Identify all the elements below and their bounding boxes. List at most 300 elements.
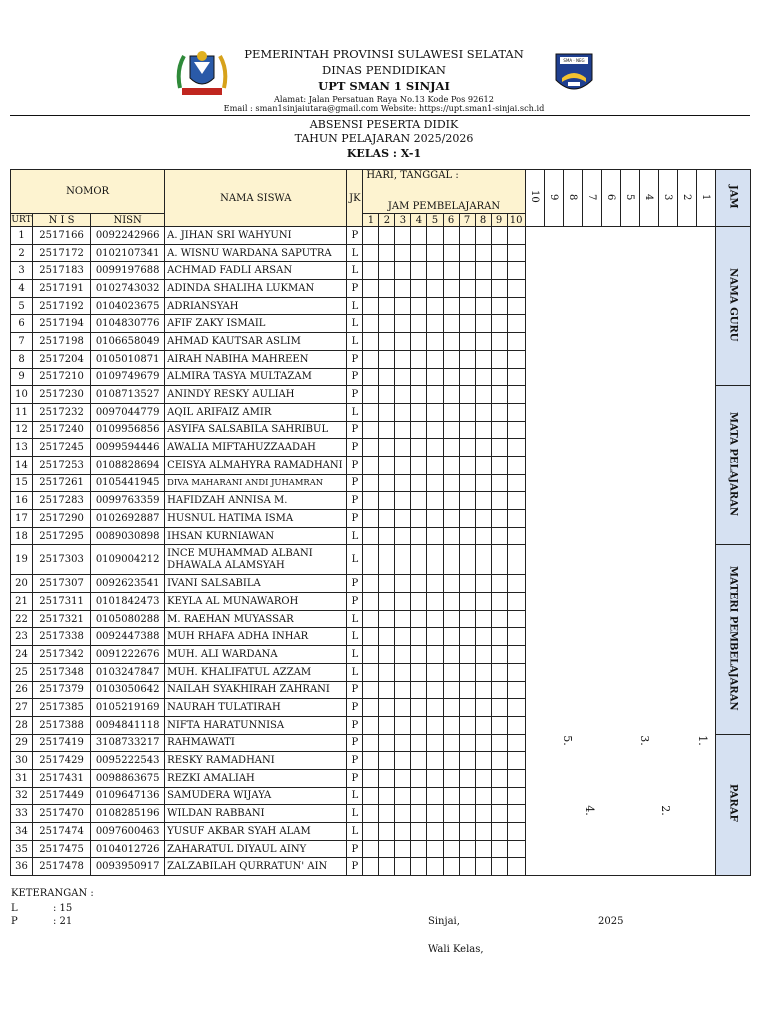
attendance-cell (411, 699, 427, 717)
student-name: M. RAEHAN MUYASSAR (165, 610, 347, 628)
attendance-cell (395, 280, 411, 298)
attendance-cell (427, 439, 443, 457)
attendance-cell (491, 787, 507, 805)
attendance-cell (491, 421, 507, 439)
student-urt: 23 (11, 628, 33, 646)
attendance-cell (475, 699, 491, 717)
student-nis: 2517253 (33, 456, 91, 474)
student-nisn: 0102692887 (91, 510, 165, 528)
student-urt: 25 (11, 663, 33, 681)
student-nisn: 0095222543 (91, 752, 165, 770)
attendance-cell (411, 545, 427, 575)
attendance-cell (507, 823, 525, 841)
attendance-cell (475, 823, 491, 841)
student-jk: P (347, 752, 363, 770)
student-nisn: 0098863675 (91, 769, 165, 787)
paraf-mark: 3. (637, 735, 651, 746)
attendance-cell (475, 421, 491, 439)
attendance-cell (443, 386, 459, 404)
attendance-cell (363, 752, 379, 770)
attendance-cell (475, 545, 491, 575)
attendance-cell (411, 456, 427, 474)
attendance-cell (395, 716, 411, 734)
attendance-cell (427, 527, 443, 545)
student-urt: 19 (11, 545, 33, 575)
attendance-cell (363, 386, 379, 404)
student-nisn: 0106658049 (91, 333, 165, 351)
attendance-cell (363, 474, 379, 492)
attendance-cell (443, 315, 459, 333)
attendance-cell (411, 386, 427, 404)
paraf-mark: 1. (695, 735, 709, 746)
keterangan-label: KETERANGAN : (11, 888, 94, 899)
attendance-cell (363, 492, 379, 510)
attendance-cell (475, 610, 491, 628)
attendance-cell (507, 769, 525, 787)
attendance-cell (411, 858, 427, 876)
attendance-cell (443, 333, 459, 351)
student-urt: 14 (11, 456, 33, 474)
attendance-cell (411, 769, 427, 787)
attendance-cell (459, 297, 475, 315)
attendance-cell (411, 350, 427, 368)
attendance-cell (411, 439, 427, 457)
attendance-cell (379, 439, 395, 457)
attendance-cell (411, 681, 427, 699)
attendance-cell (379, 628, 395, 646)
attendance-cell (427, 663, 443, 681)
attendance-cell (363, 681, 379, 699)
student-nisn: 0094841118 (91, 716, 165, 734)
attendance-cell (459, 858, 475, 876)
student-nisn: 0105219169 (91, 699, 165, 717)
student-urt: 10 (11, 386, 33, 404)
attendance-cell (507, 386, 525, 404)
student-name: RAHMAWATI (165, 734, 347, 752)
attendance-cell (491, 244, 507, 262)
student-nisn: 0102107341 (91, 244, 165, 262)
attendance-cell (459, 244, 475, 262)
header-school: UPT SMAN 1 SINJAI (318, 79, 450, 93)
table-row (11, 227, 751, 245)
attendance-cell (459, 527, 475, 545)
attendance-cell (427, 769, 443, 787)
attendance-cell (491, 823, 507, 841)
attendance-cell (411, 787, 427, 805)
attendance-cell (491, 858, 507, 876)
student-jk: P (347, 492, 363, 510)
attendance-cell (411, 333, 427, 351)
header-hari-tanggal: HARI, TANGGAL : (363, 170, 525, 200)
student-nisn: 0103050642 (91, 681, 165, 699)
attendance-cell (427, 350, 443, 368)
attendance-cell (427, 823, 443, 841)
attendance-cell (507, 510, 525, 528)
attendance-cell (379, 315, 395, 333)
attendance-cell (491, 280, 507, 298)
attendance-cell (475, 681, 491, 699)
attendance-cell (491, 769, 507, 787)
attendance-cell (427, 456, 443, 474)
attendance-cell (427, 752, 443, 770)
student-jk: L (347, 610, 363, 628)
wali-kelas-label: Wali Kelas, (428, 944, 484, 955)
student-name: DIVA MAHARANI ANDI JUHAMRAN (165, 474, 347, 492)
attendance-cell (491, 575, 507, 593)
attendance-cell (395, 350, 411, 368)
attendance-cell (475, 510, 491, 528)
attendance-cell (427, 575, 443, 593)
attendance-cell (491, 840, 507, 858)
attendance-cell (491, 474, 507, 492)
jam-col-head: 1 (363, 214, 379, 227)
student-nis: 2517431 (33, 769, 91, 787)
student-name: NAURAH TULATIRAH (165, 699, 347, 717)
attendance-cell (491, 752, 507, 770)
attendance-cell (427, 386, 443, 404)
student-urt: 7 (11, 333, 33, 351)
attendance-cell (475, 840, 491, 858)
attendance-cell (507, 734, 525, 752)
student-name: AQIL ARIFAIZ AMIR (165, 403, 347, 421)
attendance-cell (363, 315, 379, 333)
teacher-record-area (525, 227, 715, 876)
attendance-cell (459, 681, 475, 699)
attendance-cell (443, 734, 459, 752)
attendance-cell (395, 752, 411, 770)
attendance-cell (459, 280, 475, 298)
attendance-cell (507, 575, 525, 593)
attendance-cell (427, 545, 443, 575)
attendance-cell (379, 663, 395, 681)
student-nisn: 0102743032 (91, 280, 165, 298)
attendance-cell (379, 699, 395, 717)
attendance-cell (507, 610, 525, 628)
attendance-cell (507, 456, 525, 474)
attendance-cell (379, 610, 395, 628)
attendance-cell (395, 439, 411, 457)
student-jk: L (347, 663, 363, 681)
attendance-cell (443, 280, 459, 298)
attendance-cell (379, 350, 395, 368)
student-nisn: 0109004212 (91, 545, 165, 575)
attendance-cell (395, 646, 411, 664)
attendance-cell (459, 593, 475, 611)
right-col-head: 6 (601, 170, 620, 227)
attendance-cell (443, 403, 459, 421)
attendance-cell (395, 244, 411, 262)
attendance-cell (443, 527, 459, 545)
attendance-cell (459, 510, 475, 528)
attendance-cell (459, 333, 475, 351)
attendance-cell (395, 769, 411, 787)
attendance-cell (379, 262, 395, 280)
attendance-cell (427, 646, 443, 664)
student-name: ADINDA SHALIHA LUKMAN (165, 280, 347, 298)
attendance-cell (443, 681, 459, 699)
attendance-cell (427, 681, 443, 699)
attendance-cell (395, 227, 411, 245)
attendance-cell (491, 527, 507, 545)
attendance-cell (411, 262, 427, 280)
header-address: Alamat: Jalan Persatuan Raya No.13 Kode Pos 92612 (274, 94, 494, 104)
student-jk: L (347, 333, 363, 351)
attendance-cell (411, 403, 427, 421)
attendance-cell (443, 227, 459, 245)
header-divider (10, 115, 750, 116)
attendance-cell (475, 456, 491, 474)
attendance-cell (459, 769, 475, 787)
attendance-cell (395, 681, 411, 699)
student-nis: 2517338 (33, 628, 91, 646)
attendance-cell (443, 350, 459, 368)
student-name: MUH RHAFA ADHA INHAR (165, 628, 347, 646)
attendance-cell (395, 333, 411, 351)
student-nisn: 0101842473 (91, 593, 165, 611)
student-nis: 2517321 (33, 610, 91, 628)
student-jk: L (347, 646, 363, 664)
attendance-cell (443, 840, 459, 858)
jam-col-head: 2 (379, 214, 395, 227)
student-nis: 2517388 (33, 716, 91, 734)
attendance-cell (379, 646, 395, 664)
student-nisn: 0097600463 (91, 823, 165, 841)
attendance-cell (427, 840, 443, 858)
attendance-cell (427, 333, 443, 351)
student-jk: P (347, 368, 363, 386)
attendance-cell (427, 474, 443, 492)
attendance-cell (363, 350, 379, 368)
attendance-cell (379, 368, 395, 386)
attendance-cell (427, 492, 443, 510)
student-nisn: 0108828694 (91, 456, 165, 474)
attendance-cell (395, 315, 411, 333)
attendance-cell (475, 333, 491, 351)
attendance-cell (363, 646, 379, 664)
header-nis: N I S (33, 214, 91, 227)
attendance-cell (475, 527, 491, 545)
attendance-cell (491, 510, 507, 528)
attendance-cell (363, 527, 379, 545)
student-urt: 5 (11, 297, 33, 315)
student-nis: 2517303 (33, 545, 91, 575)
right-col-head: 4 (639, 170, 658, 227)
attendance-cell (411, 492, 427, 510)
student-nis: 2517379 (33, 681, 91, 699)
attendance-cell (459, 474, 475, 492)
attendance-cell (443, 368, 459, 386)
attendance-cell (475, 628, 491, 646)
student-nisn: 0092623541 (91, 575, 165, 593)
student-nis: 2517240 (33, 421, 91, 439)
attendance-cell (507, 315, 525, 333)
attendance-cell (363, 368, 379, 386)
student-nisn: 0109749679 (91, 368, 165, 386)
attendance-cell (363, 421, 379, 439)
jam-col-head: 4 (411, 214, 427, 227)
side-label-nama-guru: NAMA GURU (715, 227, 750, 386)
attendance-cell (395, 610, 411, 628)
header-department: DINAS PENDIDIKAN (322, 63, 446, 77)
attendance-cell (363, 297, 379, 315)
student-jk: P (347, 280, 363, 298)
student-urt: 18 (11, 527, 33, 545)
attendance-cell (427, 787, 443, 805)
student-jk: L (347, 527, 363, 545)
student-jk: L (347, 403, 363, 421)
attendance-cell (379, 492, 395, 510)
attendance-cell (427, 716, 443, 734)
attendance-cell (395, 858, 411, 876)
jam-col-head: 5 (427, 214, 443, 227)
attendance-cell (411, 315, 427, 333)
attendance-cell (363, 716, 379, 734)
attendance-cell (363, 333, 379, 351)
attendance-cell (475, 386, 491, 404)
student-nisn: 0099763359 (91, 492, 165, 510)
student-nis: 2517198 (33, 333, 91, 351)
attendance-cell (363, 593, 379, 611)
signature-year: 2025 (598, 916, 624, 927)
student-jk: P (347, 227, 363, 245)
student-jk: P (347, 858, 363, 876)
attendance-cell (379, 280, 395, 298)
attendance-cell (507, 297, 525, 315)
attendance-cell (363, 575, 379, 593)
attendance-cell (395, 297, 411, 315)
side-label-jam: JAM (715, 170, 750, 227)
attendance-cell (443, 663, 459, 681)
student-name: A. WISNU WARDANA SAPUTRA (165, 244, 347, 262)
attendance-cell (491, 545, 507, 575)
attendance-cell (491, 663, 507, 681)
student-name: MUH. KHALIFATUL AZZAM (165, 663, 347, 681)
student-nis: 2517183 (33, 262, 91, 280)
attendance-cell (491, 333, 507, 351)
student-jk: P (347, 699, 363, 717)
student-nis: 2517245 (33, 439, 91, 457)
student-name: REZKI AMALIAH (165, 769, 347, 787)
student-nis: 2517474 (33, 823, 91, 841)
student-nisn: 0109956856 (91, 421, 165, 439)
attendance-cell (363, 734, 379, 752)
attendance-cell (395, 699, 411, 717)
student-nisn: 0105441945 (91, 474, 165, 492)
attendance-cell (507, 787, 525, 805)
attendance-cell (395, 456, 411, 474)
student-urt: 26 (11, 681, 33, 699)
student-urt: 21 (11, 593, 33, 611)
legend-l-label: L (11, 903, 18, 914)
attendance-cell (379, 227, 395, 245)
attendance-cell (379, 593, 395, 611)
attendance-cell (443, 575, 459, 593)
attendance-cell (491, 350, 507, 368)
attendance-cell (459, 421, 475, 439)
attendance-cell (459, 752, 475, 770)
attendance-table (10, 169, 751, 876)
attendance-cell (443, 439, 459, 457)
attendance-cell (507, 368, 525, 386)
student-jk: P (347, 421, 363, 439)
attendance-cell (459, 315, 475, 333)
attendance-cell (443, 262, 459, 280)
attendance-cell (395, 545, 411, 575)
jam-col-head: 9 (491, 214, 507, 227)
attendance-cell (475, 368, 491, 386)
doc-title: ABSENSI PESERTA DIDIK (309, 118, 459, 131)
attendance-cell (475, 646, 491, 664)
attendance-cell (363, 510, 379, 528)
side-label-materi-pembelajaran: MATERI PEMBELAJARAN (715, 545, 750, 734)
attendance-cell (427, 610, 443, 628)
attendance-cell (507, 439, 525, 457)
attendance-cell (491, 368, 507, 386)
attendance-cell (443, 805, 459, 823)
student-urt: 3 (11, 262, 33, 280)
student-nis: 2517210 (33, 368, 91, 386)
attendance-cell (507, 474, 525, 492)
student-urt: 2 (11, 244, 33, 262)
attendance-cell (507, 646, 525, 664)
attendance-cell (507, 492, 525, 510)
header-nisn: NISN (91, 214, 165, 227)
attendance-cell (443, 752, 459, 770)
student-name: AIRAH NABIHA MAHREEN (165, 350, 347, 368)
student-urt: 35 (11, 840, 33, 858)
attendance-cell (459, 699, 475, 717)
attendance-cell (491, 681, 507, 699)
attendance-cell (475, 244, 491, 262)
attendance-cell (395, 575, 411, 593)
attendance-cell (363, 628, 379, 646)
jam-col-head: 7 (459, 214, 475, 227)
signature-place: Sinjai, (428, 916, 460, 927)
attendance-cell (395, 823, 411, 841)
student-urt: 11 (11, 403, 33, 421)
attendance-cell (379, 716, 395, 734)
attendance-cell (363, 823, 379, 841)
attendance-cell (395, 262, 411, 280)
attendance-cell (491, 386, 507, 404)
student-jk: P (347, 350, 363, 368)
attendance-cell (411, 474, 427, 492)
attendance-cell (475, 492, 491, 510)
attendance-cell (379, 752, 395, 770)
attendance-cell (363, 262, 379, 280)
attendance-cell (395, 787, 411, 805)
student-nis: 2517172 (33, 244, 91, 262)
attendance-cell (459, 350, 475, 368)
attendance-cell (411, 646, 427, 664)
student-nis: 2517261 (33, 474, 91, 492)
attendance-cell (427, 280, 443, 298)
attendance-cell (411, 297, 427, 315)
attendance-cell (475, 262, 491, 280)
student-nisn: 0105010871 (91, 350, 165, 368)
student-urt: 28 (11, 716, 33, 734)
student-urt: 4 (11, 280, 33, 298)
student-urt: 36 (11, 858, 33, 876)
student-urt: 22 (11, 610, 33, 628)
attendance-cell (475, 227, 491, 245)
student-jk: L (347, 823, 363, 841)
attendance-cell (379, 823, 395, 841)
attendance-cell (507, 593, 525, 611)
side-label-mata-pelajaran: MATA PELAJARAN (715, 386, 750, 545)
attendance-cell (507, 681, 525, 699)
student-name: IVANI SALSABILA (165, 575, 347, 593)
